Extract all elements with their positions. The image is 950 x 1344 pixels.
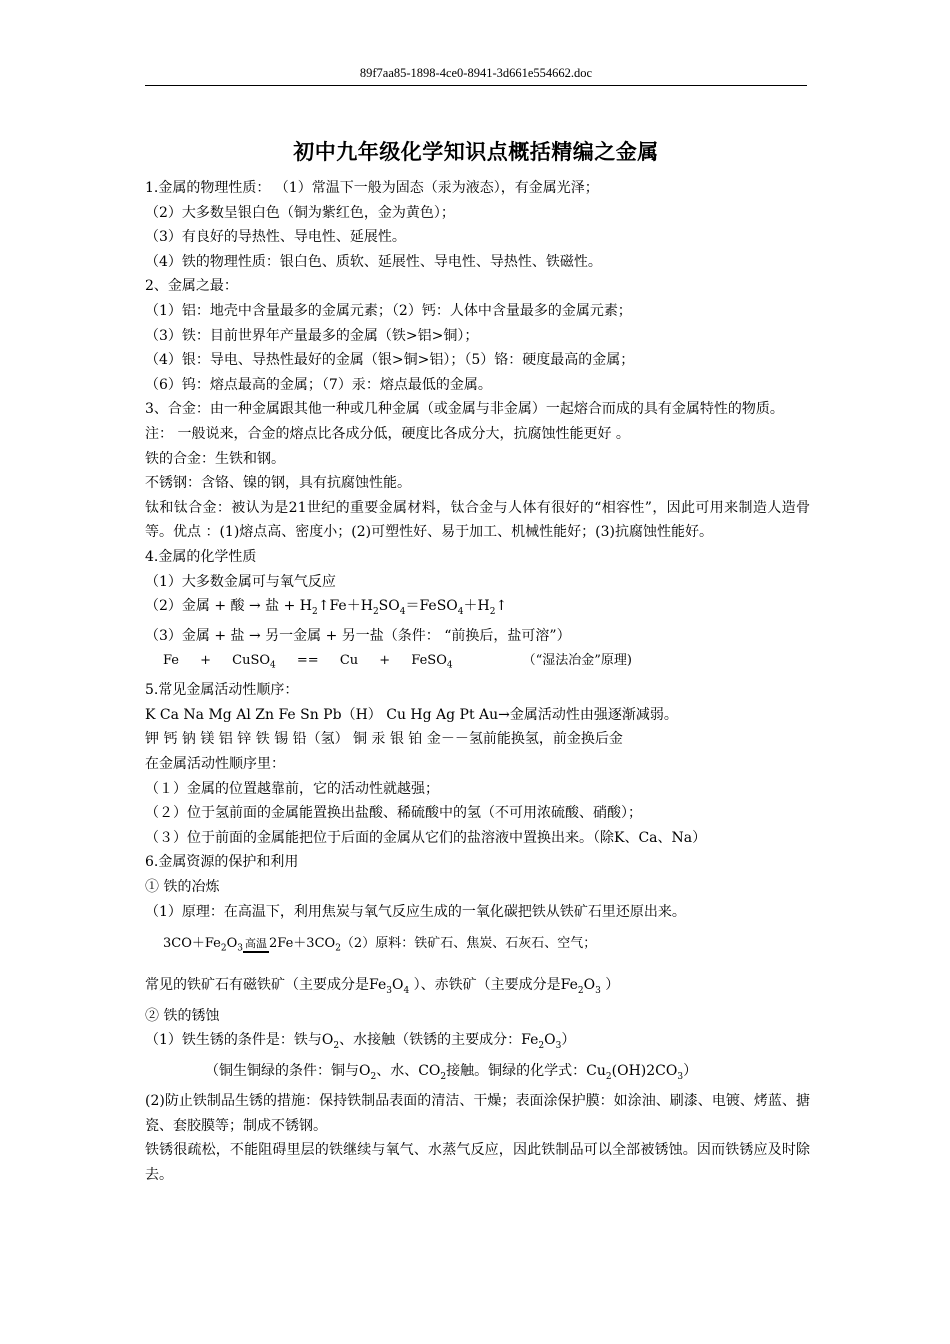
subscript: 2 [312,606,318,617]
text-line: （2）原料：铁矿石、焦炭、石灰石、空气； [340,936,597,952]
equation-text: 2Fe＋3CO [269,936,336,952]
equation-text: 3CO＋Fe [163,936,221,952]
subscript: 2 [333,1041,340,1052]
text-line: （4）铁的物理性质：银白色、质软、延展性、导电性、导热性、铁磁性。 [145,253,602,270]
text-segment: ） [561,1032,576,1049]
text-segment: 、水、CO [376,1062,441,1079]
equation-text: O [226,936,238,952]
text-line [145,1028,810,1058]
text-line: 注： 一般说来，合金的熔点比各成分低，硬度比各成分大，抗腐蚀性能更好 。 [145,425,630,442]
text-line: 钾 钙 钠 镁 铝 锌 铁 锡 铅（氢） 铜 汞 银 铂 金－－氢前能换氢，前金换后金 [145,731,623,748]
text-line: ② 铁的锈蚀 [145,1007,220,1024]
text-line: ① 铁的冶炼 [145,879,220,896]
text-segment: 接触。铜绿的化学式：Cu [446,1062,606,1079]
subscript: 3 [386,986,392,997]
subscript: 2 [538,1041,545,1052]
spacer [145,961,810,973]
subscript: 2 [220,943,227,954]
text-segment: ） [683,1062,698,1079]
subscript: 2 [335,943,341,954]
subscript: 4 [270,660,276,671]
text-line: （2）大多数呈银白色（铜为紫红色，金为黄色）； [145,204,455,221]
subscript: 2 [440,1071,447,1082]
text-segment: （铜生铜绿的条件：铜与O [205,1062,371,1079]
equation-line [145,594,810,624]
text-segment: （1）铁生锈的条件是：铁与O [145,1032,334,1049]
subscript: 2 [605,1071,612,1082]
equation-text: ↑Fe＋H [317,598,373,615]
page-title: 初中九年级化学知识点概括精编之金属 [293,140,659,164]
text-line: （1）原理：在高温下，利用焦炭与氧气反应生成的一氧化碳把铁从铁矿石里还原出来。 [145,903,686,920]
subscript: 2 [489,606,496,617]
document-header: 89f7aa85-1898-4ce0-8941-3d661e554662.doc [359,66,593,80]
text-line: 1.金属的物理性质： （1）常温下一般为固态（汞为液态），有金属光泽； [145,180,599,196]
subscript: 2 [372,606,379,617]
text-line: 铁的合金：生铁和钢。 [145,450,285,467]
section-heading: 4.金属的化学性质 [145,548,257,565]
equation-note: （“湿法冶金”原理) [522,653,632,669]
equation-text: == Cu + FeSO [275,653,447,669]
text-segment: 、水接触（铁锈的主要成分：Fe [339,1032,539,1049]
text-line: （3）有良好的导热性、导电性、延展性。 [145,229,406,246]
subscript: 4 [399,606,406,617]
header-divider [145,85,807,86]
text-segment: ）、赤铁矿（主要成分是Fe [409,977,578,994]
subscript: 3 [677,1071,684,1082]
subscript: 4 [457,606,464,617]
reaction-condition: 高温 [243,936,269,953]
text-paragraph: (2)防止铁制品生锈的措施：保持铁制品表面的清洁、干燥；表面涂保护膜：如涂油、刷漆、电镀、烤蓝、搪瓷、套胶膜等；制成不锈钢。 [145,1093,810,1134]
text-segment: ） [600,977,620,994]
text-line: 不锈钢：含铬、镍的钢，具有抗腐蚀性能。 [145,475,411,492]
equation-text: ＋H [463,598,490,615]
text-paragraph: 钛和钛合金：被认为是21世纪的重要金属材料，钛合金与人体有很好的“相容性”，因此可用来制造人造骨等。优点 ：(1)熔点高、密度小；(2)可塑性好、易于加工、机械性能好；(3)抗腐蚀性能好。 [145,499,810,541]
text-paragraph: 3、合金：由一种金属跟其他一种或几种金属（或金属与非金属）一起熔合而成的具有金属特性的物质。 [145,401,784,418]
text-line [145,1059,810,1089]
section-heading: 6.金属资源的保护和利用 [145,854,299,871]
text-line: （1）铝：地壳中含量最多的金属元素；（2）钙：人体中含量最多的金属元素； [145,302,632,319]
text-line: K Ca Na Mg Al Zn Fe Sn Pb（H） Cu Hg Ag Pt Au→金属活动性由强逐渐减弱。 [145,706,678,723]
text-segment: O [391,977,404,994]
text-segment: O [544,1032,556,1049]
text-line: （4）银：导电、导热性最好的金属（银>铜>铝）；（5）铬：硬度最高的金属； [145,352,635,369]
text-line: （6）钨：熔点最高的金属；（7）汞：熔点最低的金属。 [145,376,492,393]
equation-line [145,649,810,678]
equation-line [145,932,810,961]
equation-text: ↑ [495,598,508,615]
subscript: 2 [577,986,584,997]
equation-text: ＝FeSO [405,598,458,615]
subscript: 2 [370,1071,377,1082]
text-line: （２）位于氢前面的金属能置换出盐酸、稀硫酸中的氢（不可用浓硫酸、硝酸）； [145,805,642,822]
subscript: 4 [403,986,410,997]
equation-text: Fe + CuSO [163,653,271,669]
subscript: 3 [595,986,601,997]
section-heading: 2、金属之最： [145,278,238,295]
text-paragraph: 铁锈很疏松，不能阻碍里层的铁继续与氧气、水蒸气反应，因此铁制品可以全部被锈蚀。因而铁锈应及时除去。 [145,1142,810,1183]
document-body [145,176,810,1188]
text-line: （1）大多数金属可与氧气反应 [145,573,336,590]
subscript: 4 [446,660,453,671]
equation-text: SO [378,598,400,615]
text-segment: O [583,977,596,994]
text-line [145,973,810,1003]
text-segment: (OH)2CO [611,1062,678,1079]
equation-text: （2）金属 + 酸 → 盐 + H [145,598,313,615]
text-line: （３）位于前面的金属能把位于后面的金属从它们的盐溶液中置换出来。（除K、Ca、Na） [145,829,707,846]
text-line: （3）金属 + 盐 → 另一金属 + 另一盐（条件： “前换后，盐可溶”） [145,628,571,645]
section-heading: 5.常见金属活动性顺序： [145,682,299,699]
subscript: 3 [555,1041,562,1052]
text-segment: 常见的铁矿石有磁铁矿（主要成分是Fe [145,977,387,994]
subscript: 3 [237,943,244,954]
text-line: （１）金属的位置越靠前，它的活动性就越强； [145,780,439,797]
text-line: 在金属活动性顺序里： [145,756,285,773]
text-line: （3）铁：目前世界年产量最多的金属（铁>铝>铜）； [145,327,479,344]
